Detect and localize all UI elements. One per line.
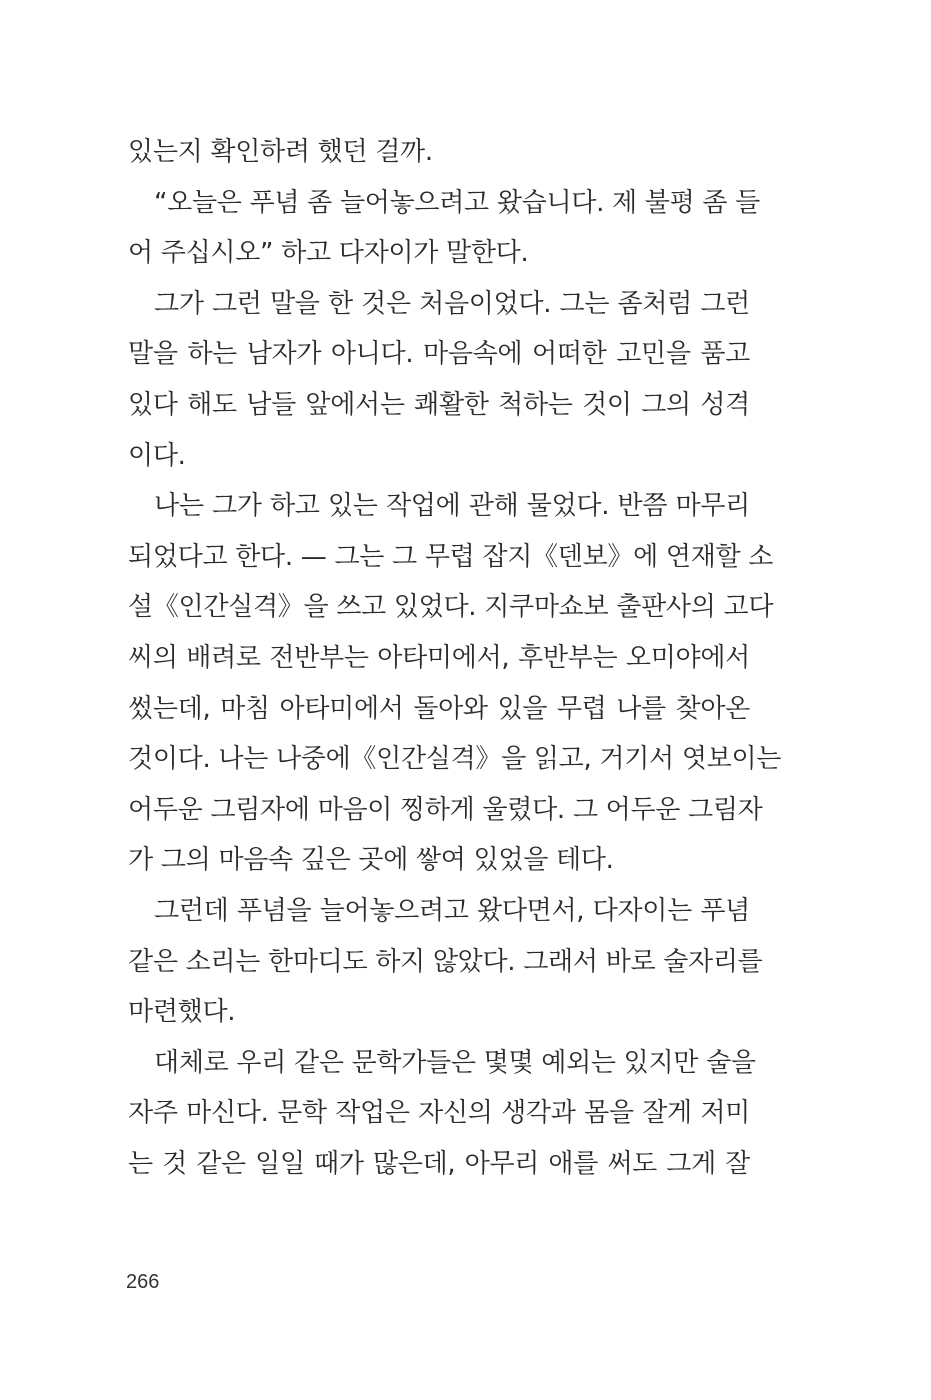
text-line: “오늘은 푸념 좀 늘어놓으려고 왔습니다. 제 불평 좀 들 <box>154 187 760 218</box>
text-line: 대체로 우리 같은 문학가들은 몇몇 예외는 있지만 술을 <box>154 1047 756 1078</box>
text-line: 는 것 같은 일일 때가 많은데, 아무리 애를 써도 그게 잘 <box>128 1148 750 1179</box>
text-line: 같은 소리는 한마디도 하지 않았다. 그래서 바로 술자리를 <box>128 946 763 977</box>
text-line: 마련했다. <box>128 997 236 1028</box>
text-line: 나는 그가 하고 있는 작업에 관해 물었다. 반쯤 마무리 <box>154 491 750 522</box>
text-line: 씨의 배려로 전반부는 아타미에서, 후반부는 오미야에서 <box>128 642 750 673</box>
text-line: 것이다. 나는 나중에《인간실격》을 읽고, 거기서 엿보이는 <box>128 744 782 775</box>
text-line: 그가 그런 말을 한 것은 처음이었다. 그는 좀처럼 그런 <box>154 288 750 319</box>
text-line: 가 그의 마음속 깊은 곳에 쌓여 있었을 테다. <box>128 845 614 876</box>
page-number: 266 <box>126 1271 160 1293</box>
text-line: 자주 마신다. 문학 작업은 자신의 생각과 몸을 잘게 저미 <box>128 1098 750 1129</box>
text-line: 어 주십시오” 하고 다자이가 말한다. <box>128 238 529 269</box>
body-text <box>128 127 782 1189</box>
text-line: 그런데 푸념을 늘어놓으려고 왔다면서, 다자이는 푸념 <box>154 895 750 926</box>
text-line: 썼는데, 마침 아타미에서 돌아와 있을 무렵 나를 찾아온 <box>128 693 750 724</box>
text-line: 되었다고 한다. — 그는 그 무렵 잡지《덴보》에 연재할 소 <box>128 541 774 572</box>
text-line: 있는지 확인하려 했던 걸까. <box>128 137 433 167</box>
text-line: 말을 하는 남자가 아니다. 마음속에 어떠한 고민을 품고 <box>128 339 750 370</box>
text-line: 이다. <box>128 440 186 471</box>
text-line: 있다 해도 남들 앞에서는 쾌활한 척하는 것이 그의 성격 <box>128 389 750 420</box>
text-line: 어두운 그림자에 마음이 찡하게 울렸다. 그 어두운 그림자 <box>128 794 763 825</box>
text-line: 설《인간실격》을 쓰고 있었다. 지쿠마쇼보 출판사의 고다 <box>128 592 774 623</box>
